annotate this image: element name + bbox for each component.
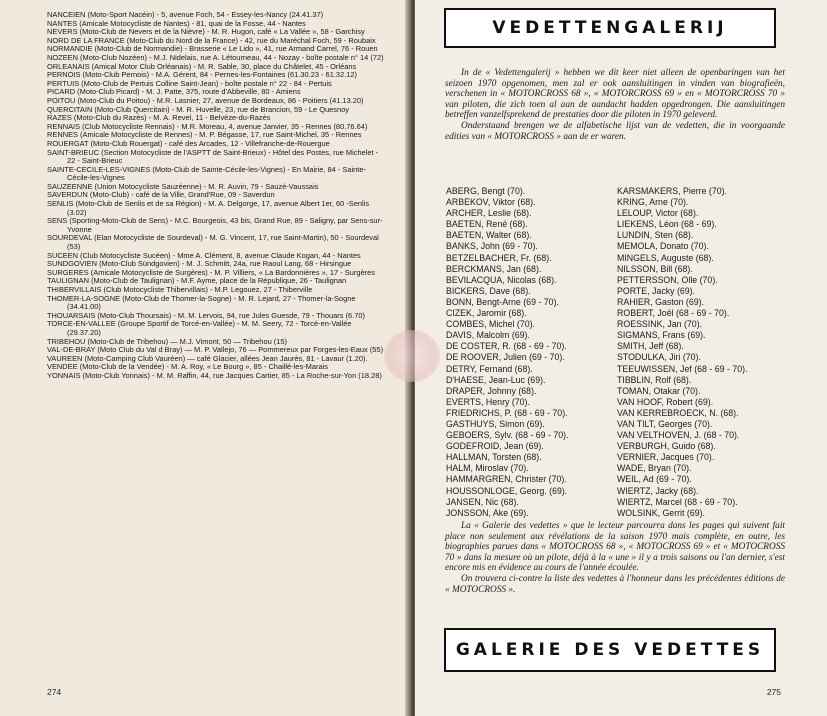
rider-entry: VAN VELTHOVEN, J. (68 - 70).	[617, 430, 740, 441]
club-entry: SUCEEN (Club Motocycliste Sucéen) - Mme A. Clément, 8, avenue Claude Kogan, 44 - Nantes	[47, 250, 361, 260]
rider-entry: VERNIER, Jacques (70).	[617, 452, 715, 463]
rider-entry: WEIL, Ad (69 - 70).	[617, 474, 692, 485]
rider-entry: HAMMARGREN, Christer (70).	[446, 474, 567, 485]
club-entry: TAULIGNAN (Moto-Club de Taulignan) - M.F. Ayme, place de la République, 26 - Taulignan	[47, 276, 347, 286]
club-entry: SURGERES (Amicale Motocycliste de Surgères) - M. P. Villiers, « La Bardonnières », 17 - Surgères	[47, 267, 375, 277]
rider-entry: KARSMAKERS, Pierre (70).	[617, 186, 727, 196]
rider-entry: COMBES, Michel (70).	[446, 319, 535, 330]
rider-entry: HOUSSONLOGE, Georg. (69).	[446, 485, 568, 496]
rider-entry: LUNDIN, Sten (68).	[617, 230, 694, 241]
rider-entry: CIZEK, Jaromir (68).	[446, 308, 527, 319]
club-entry: SAUZEENNE (Union Motocycliste Sauzéenne) - M. R. Auvin, 79 - Sauzé-Vaussais	[47, 181, 319, 191]
rider-entry: WADE, Bryan (70).	[617, 463, 692, 474]
left-page	[0, 0, 412, 716]
club-entry: SENS (Sporting-Moto-Club de Sens) - M.C. Bourgeois, 43 bis, Grand Rue, 89 - Saligny, par Sens-sur-Yvonne	[47, 216, 383, 234]
rider-entry: ROESSINK, Jan (70).	[617, 319, 703, 330]
intro-dutch	[445, 68, 785, 142]
club-entry: RENNAIS (Club Motocycliste Rennais) - M.R. Moreau, 4, avenue Janvier, 35 - Rennes (80.76.64)	[47, 121, 368, 131]
rider-entry: BICKERS, Dave (68).	[446, 285, 531, 296]
rider-entry: JANSEN, Nic (68).	[446, 496, 519, 507]
rider-entry: BAETEN, Walter (68).	[446, 230, 532, 241]
rider-entry: TEEUWISSEN, Jef (68 - 69 - 70).	[617, 363, 748, 374]
rider-entry: HALLMAN, Torsten (68).	[446, 452, 542, 463]
right-page	[415, 0, 827, 716]
rider-entry: BERCKMANS, Jan (68).	[446, 263, 542, 274]
page-number-right: 275	[766, 687, 781, 697]
rider-entry: BAETEN, René (68).	[446, 219, 528, 230]
rider-entry: STODULKA, Jiri (70).	[617, 352, 701, 363]
rider-entry: BONN, Bengt-Arne (69 - 70).	[446, 296, 559, 307]
rider-entry: VERBURGH, Guido (68).	[617, 441, 716, 452]
rider-entry: TIBBLIN, Rolf (68).	[617, 374, 692, 385]
rider-entry: WIERTZ, Marcel (68 - 69 - 70).	[617, 496, 738, 507]
rider-entry: GEBOERS, Sylv. (68 - 69 - 70).	[446, 430, 569, 441]
rider-entry: ROBERT, Joël (68 - 69 - 70).	[617, 308, 730, 319]
title-vedettengalerij: VEDETTENGALERIJ	[444, 8, 776, 48]
rider-entry: HALM, Miroslav (70).	[446, 463, 529, 474]
rider-entry: NILSSON, Bill (68).	[617, 263, 693, 274]
rider-entry: DETRY, Fernand (68).	[446, 363, 533, 374]
rider-entry: LIEKENS, Léon (68 - 69).	[617, 219, 717, 230]
club-entry: SAINTE-CECILE-LES-VIGNES (Moto-Club de Sainte-Cécile-les-Vignes) - En Mairie, 84 - Sainte-Cécile-les-Vignes	[47, 164, 366, 183]
club-entry: SUNDGOVIEN (Moto-Club Sündgovien) - M. J. Schmitt, 24a, rue Raoul Lang, 68 - Hirsingue	[47, 259, 352, 269]
intro-french-p2: On trouvera ci-contre la liste des vedettes à l'honneur dans les précédentes éditions de « MOTOCROSS ».	[445, 573, 785, 595]
rider-entry: ABERG, Bengt (70).	[446, 186, 526, 196]
rider-entry: RAHIER, Gaston (69).	[617, 296, 705, 307]
rider-entry: GODEFROID, Jean (69).	[446, 441, 544, 452]
rider-entry: KRING, Arne (70).	[617, 197, 689, 208]
watermark-stamp	[384, 330, 440, 382]
rider-entry: MEMOLA, Donato (70).	[617, 241, 709, 252]
club-entry: SAINT-BRIEUC (Section Motocycliste de l'ASPTT de Saint-Brieux) - Hôtel des Postes, rue Michelet - 22 - Saint-Brieuc	[47, 147, 379, 166]
rider-entry: GASTHUYS, Simon (69).	[446, 418, 545, 429]
rider-entry: MINGELS, Auguste (68).	[617, 252, 714, 263]
intro-french-p1: La « Galerie des vedettes » que le lecteur parcourra dans les pages qui suivent fait place non seulement aux révélations de la saison 1970 mais complète, en outre, les biographies parues dans « MOTOCROSS 68 », « MOTOCROSS 69 » et « MOTOCROSS 70 » dans la mesure où un pilote, déjà à la « une » il y a trois saisons ou l'an dernier, s'est encore mis en évidence au cours de l'année écoulée.	[445, 521, 785, 574]
rider-entry: LELOUP, Victor (68).	[617, 208, 699, 219]
rider-entry: WOLSINK, Gerrit (69).	[617, 507, 705, 518]
club-entry: POITOU (Moto-Club du Poitou) - M.R. Lasnier, 27, avenue de Bordeaux, 86 - Poitiers (41.13.20)	[47, 95, 364, 105]
club-entry: SENLIS (Moto-Club de Senlis et de sa Région) - M. A. Delgorge, 17, avenue Albert 1er, 60 -Senlis (3.02)	[47, 199, 370, 217]
title-galerie-des-vedettes: GALERIE DES VEDETTES	[444, 628, 776, 672]
club-entry: QUERCITAIN (Moto-Club Quercitain) - M. R. Huvelle, 23, rue de Brancion, 59 - Le Quesnoy	[47, 104, 350, 114]
intro-dutch-p1: In de « Vedettengalerij » hebben we dit keer niet alleen de openbaringen van het seizoen 1970 opgenomen, men zal er ook aansluitingen in vinden van biografieën, verschenen in « MOTORCROSS 68 », « MOTORCROSS 69 » en « MOTORCROSS 70 » van piloten, die zich toen al aan de aandacht hadden opgedrongen. Die aansluitingen betreffen vanzelfsprekend de prestaties door die piloten in 1970 geleverd.	[445, 68, 785, 121]
rider-entry: VAN KERREBROECK, N. (68).	[617, 407, 739, 418]
rider-entry: PETTERSSON, Olle (70).	[617, 274, 718, 285]
club-list	[47, 11, 387, 381]
club-entry: SOURDEVAL (Elan Motocycliste de Sourdeval) - M. G. Vincent, 17, rue Saint-Martin), 50 - Sourdeval (53)	[47, 233, 379, 252]
club-entry: PERTUIS (Moto-Club de Pertuis Colline Saint-Jean) - boîte postale n° 22 - 84 - Pertuis	[47, 78, 332, 88]
club-entry: TORCE-EN-VALLEE (Groupe Sportif de Torcé-en-Vallée) - M. M. Seery, 72 - Torcé-en-Vallée (29.37.20)	[47, 319, 352, 337]
rider-list-col1	[446, 186, 621, 519]
rider-list-col2	[617, 186, 797, 519]
intro-french	[445, 521, 785, 595]
club-entry: SAVERDUN (Moto-Club) - café de la Ville, Grand'Rue, 09 - Saverdun	[47, 190, 275, 200]
rider-entry: EVERTS, Henry (70).	[446, 396, 530, 407]
rider-entry: D'HAESE, Jean-Luc (69).	[446, 374, 546, 385]
club-entry: NANCEIEN (Moto-Sport Nacéin) - 5, avenue Foch, 54 - Essey-les-Nancy (24.41.37)	[47, 10, 324, 19]
rider-entry: DE COSTER, R. (68 - 69 - 70).	[446, 341, 567, 352]
rider-entry: BEVILACQUA, Nicolas (68).	[446, 274, 557, 285]
club-entry: ORLEANAIS (Amical Motor Club Orléanais) - M. R. Sable, 30, place du Châtelet, 45 - Orléans	[47, 61, 357, 71]
club-entry: NORMANDIE (Moto-Club de Normandie) - Brasserie « Le Lido », 41, rue Armand Carrel, 76 - Rouen	[47, 44, 378, 54]
intro-dutch-p2: Onderstaand brengen we de alfabetische lijst van de vedetten, die in voorgaande edities van « MOTORCROSS » aan de er waren.	[445, 120, 785, 142]
club-entry: RENNES (Amicale Motocycliste de Rennes) - M. P. Bégasse, 17, rue Saint-Michel, 35 - Rennes	[47, 130, 362, 140]
club-entry: TRIBEHOU (Moto-Club de Tribehou) — M.J. Vimont, 50 — Tribehou (15)	[47, 336, 288, 346]
club-entry: NOZEEN (Moto-Club Nozéen) - M.J. Nidelais, rue A. Létourneau, 44 - Nozay - boîte postale n° 14 (72)	[47, 52, 384, 62]
rider-entry: ARBEKOV, Viktor (68).	[446, 197, 536, 208]
rider-entry: DRAPER, Johnny (68).	[446, 385, 537, 396]
club-entry: ROUERGAT (Moto-Club Rouergat) - café des Arcades, 12 - Villefranche-de-Rouergue	[47, 138, 330, 148]
rider-entry: BANKS, John (69 - 70).	[446, 241, 538, 252]
club-entry: YONNAIS (Moto-Club Yonnais) - M. M. Raffin, 44, rue Jacques Cartier, 85 - La Roche-sur-Yon (18.28)	[47, 370, 382, 380]
club-entry: RAZES (Moto-Club du Razès) - M. A. Revel, 11 - Belvèze-du-Razès	[47, 113, 271, 123]
club-entry: THIBERVILLAIS (Club Motocycliste Thibervillais) - M.P. Legouez, 27 - Thiberville	[47, 285, 313, 294]
club-entry: THOUARSAIS (Moto-Club Thoursais) - M. M. Lervois, 94, rue Jules Guesde, 79 - Thouars (6.70)	[47, 310, 365, 320]
club-entry: VAUREEN (Moto-Camping Club Vauréen) — café Glacier, allées Jean Jaurès, 81 - Lavaur (1.20).	[47, 353, 368, 363]
club-entry: NANTES (Amicale Motocycliste de Nantes) - 81, quai de la Fosse, 44 - Nantes	[47, 18, 306, 28]
page-number-left: 274	[47, 687, 62, 697]
club-entry: PICARD (Moto-Club Picard) - M. J. Patte, 375, route d'Abbeville, 80 - Amiens	[47, 87, 301, 97]
club-entry: NORD DE LA FRANCE (Moto-Club du Nord de la France) - 42, rue du Maréchal Foch, 59 - Roubaix	[47, 35, 376, 45]
rider-entry: WIERTZ, Jacky (68).	[617, 485, 699, 496]
club-entry: VENDEE (Moto-Club de la Vendée) - M. A. Roy, « Le Bourg », 85 - Chaillé-les-Marais	[47, 362, 328, 372]
rider-entry: JONSSON, Ake (69).	[446, 507, 529, 518]
club-entry: THOMER-LA-SOGNE (Moto-Club de Thomer-la-Sogne) - M. R. Lejard, 27 - Thomer-la-Sogne (34.41.00)	[47, 293, 356, 312]
rider-entry: DAVIS, Malcolm (69).	[446, 330, 530, 341]
club-entry: VAL-DE-BRAY (Moto Club du Val d Bray) — M. P. Vallejo, 76 — Pommereux par Forges-les-Eaux (55)	[47, 345, 384, 355]
rider-entry: BETZELBACHER, Fr. (68).	[446, 252, 552, 263]
rider-entry: TOMAN, Otakar (70).	[617, 385, 701, 396]
rider-entry: FRIEDRICHS, P. (68 - 69 - 70).	[446, 407, 568, 418]
club-entry: PERNOIS (Moto-Club Pernois) - M.A. Gérent, 84 - Pernes-les-Fontaines (61.30.23 - 61.32.12)	[47, 70, 358, 80]
rider-entry: SMITH, Jeff (68).	[617, 341, 684, 352]
rider-entry: VAN HOOF, Robert (69).	[617, 396, 714, 407]
rider-entry: SIGMANS, Frans (69).	[617, 330, 706, 341]
club-entry: NEVERS (Moto-Club de Nevers et de la Nièvre) - M. R. Hugon, café « La Vallée », 58 - Garchisy	[47, 27, 365, 37]
rider-entry: VAN TILT, Georges (70).	[617, 418, 713, 429]
rider-entry: PORTE, Jacky (69).	[617, 285, 696, 296]
rider-entry: ARCHER, Leslie (68).	[446, 208, 532, 219]
rider-entry: DE ROOVER, Julien (69 - 70).	[446, 352, 565, 363]
